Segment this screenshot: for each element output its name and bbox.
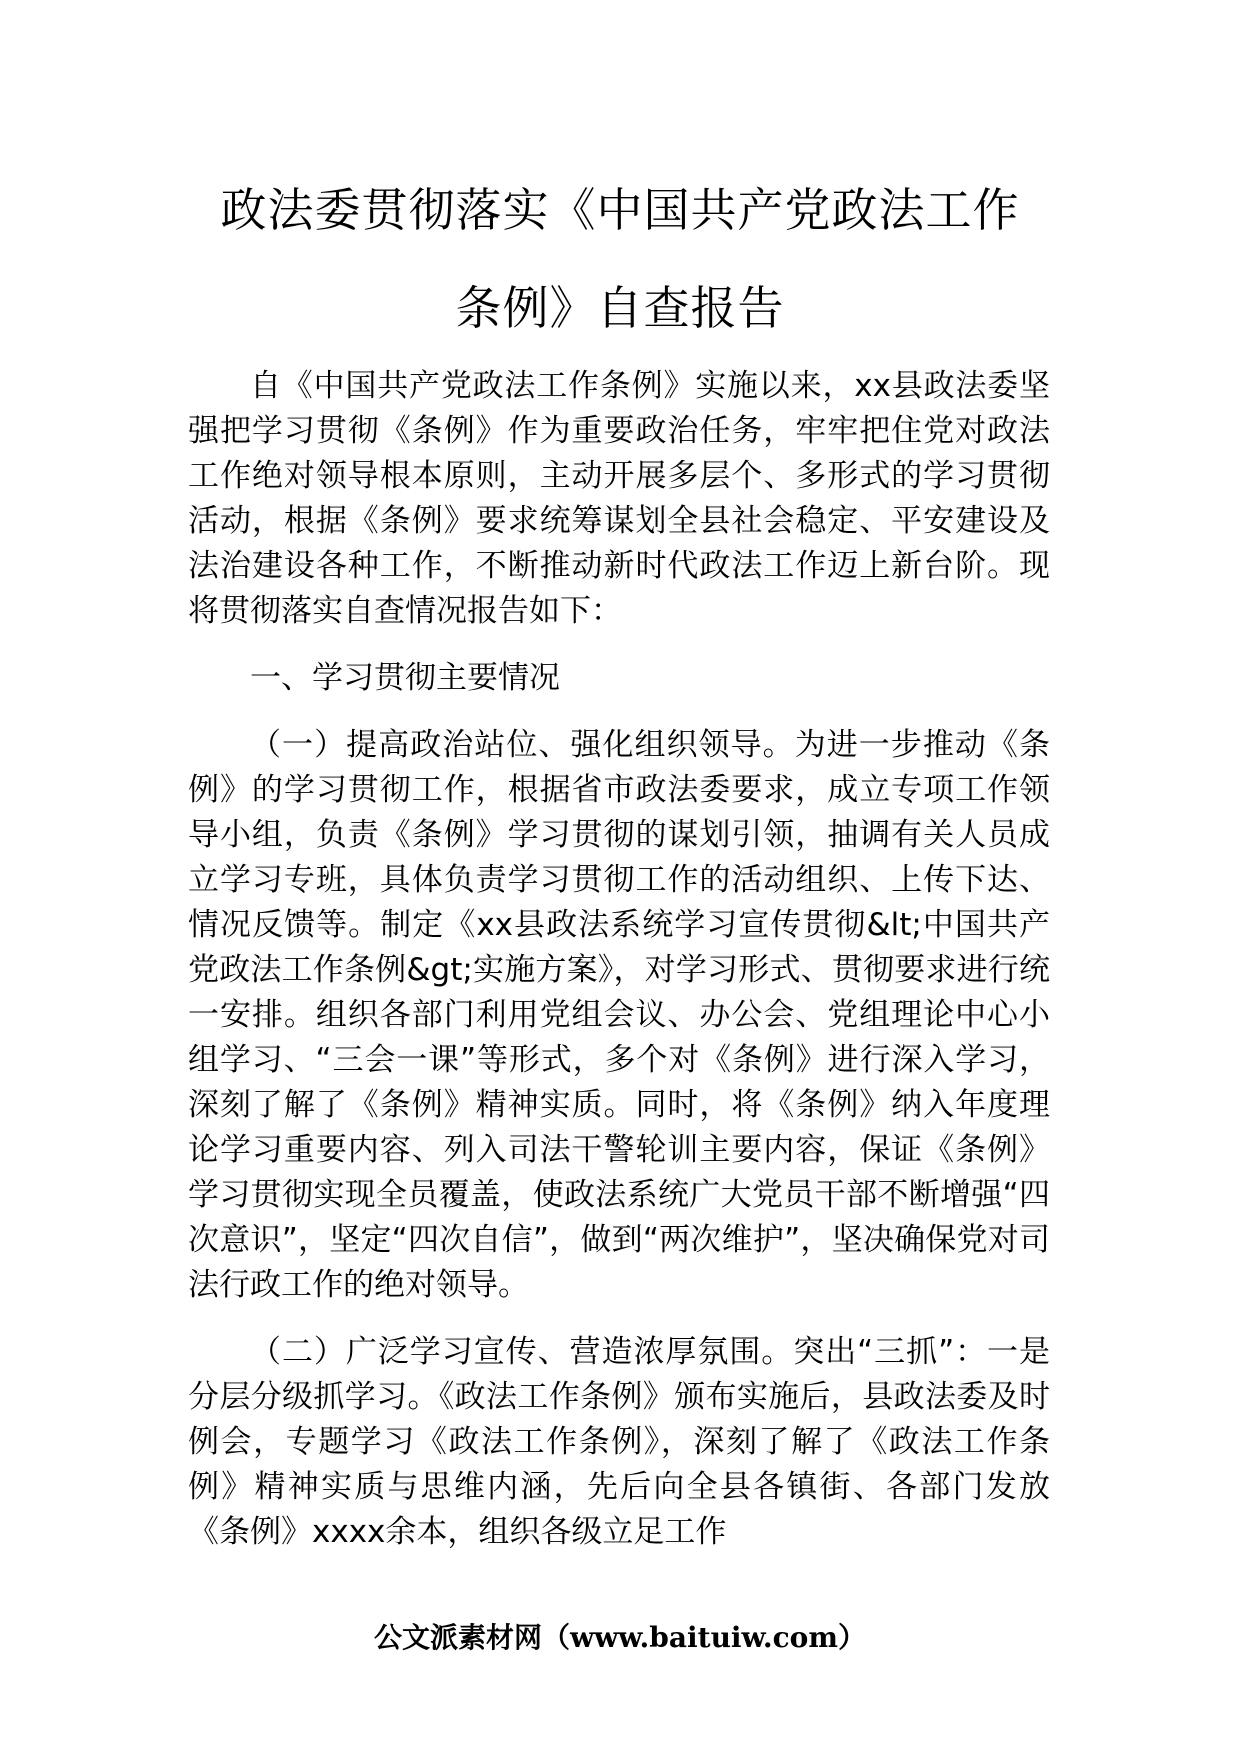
intro-paragraph: 自《中国共产党政法工作条例》实施以来，xx县政法委坚强把学习贯彻《条例》作为重要政治任务，牢牢把住党对政法工作绝对领导根本原则，主动开展多层个、多形式的学习贯彻活动，根据《条例》要求统筹谋划全县社会稳定、平安建设及法治建设各种工作，不断推动新时代政法工作迈上新台阶。现将贯彻落实自查情况报告如下： [188, 368, 1050, 629]
subsection-1-paragraph: （一）提高政治站位、强化组织领导。为进一步推动《条例》的学习贯彻工作，根据省市政法委要求，成立专项工作领导小组，负责《条例》学习贯彻的谋划引领，抽调有关人员成立学习专班，具体负责学习贯彻工作的活动组织、上传下达、情况反馈等。制定《xx县政法系统学习宣传贯彻&lt;中国共产党政法工作条例&gt;实施方案》，对学习形式、贯彻要求进行统一安排。组织各部门利用党组会议、办公会、党组理论中心小组学习、“三会一课”等形式，多个对《条例》进行深入学习，深刻了解了《条例》精神实质。同时，将《条例》纳入年度理论学习重要内容、列入司法干警轮训主要内容，保证《条例》学习贯彻实现全员覆盖，使政法系统广大党员干部不断增强“四次意识”，坚定“四次自信”，做到“两次维护”，坚决确保党对司法行政工作的绝对领导。 [188, 727, 1050, 1303]
section-heading: 一、学习贯彻主要情况 [250, 660, 560, 696]
subsection-2-paragraph: （二）广泛学习宣传、营造浓厚氛围。突出“三抓”：一是分层分级抓学习。《政法工作条例》颁布实施后，县政法委及时例会，专题学习《政法工作条例》，深刻了解了《政法工作条例》精神实质与思维内涵，先后向全县各镇街、各部门发放《条例》xxxx余本，组织各级立足工作 [188, 1334, 1050, 1550]
document-title-line-1: 政法委贯彻落实《中国共产党政法工作 [220, 183, 1020, 237]
document-body [188, 364, 1050, 1555]
document-title-line-2: 条例》自查报告 [455, 281, 785, 335]
footer-watermark-text: 公文派素材网（www.baituiw.com） [374, 1621, 866, 1654]
